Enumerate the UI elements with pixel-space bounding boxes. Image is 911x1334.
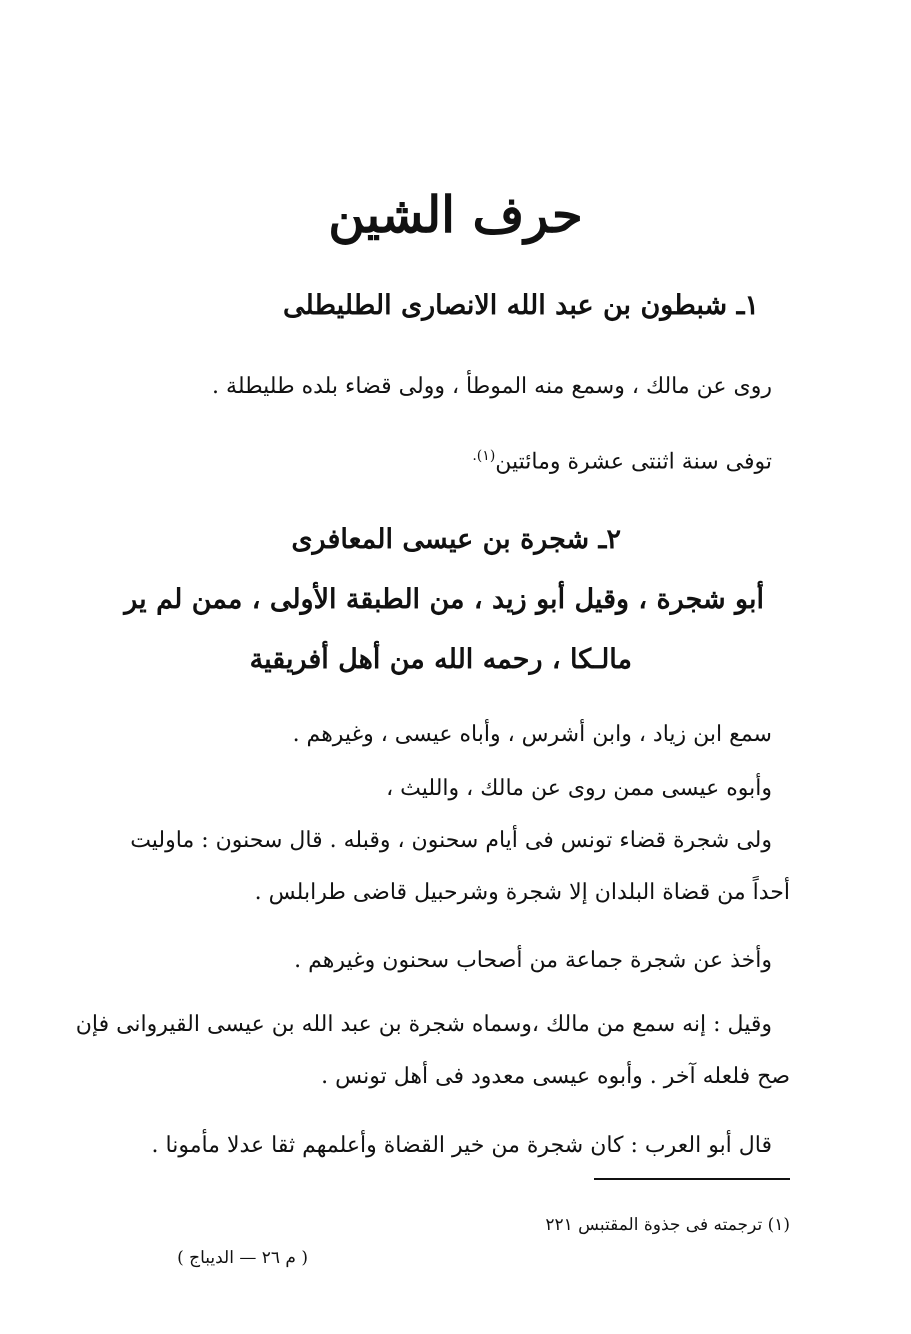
entry-2-line-6: وقيل : إنه سمع من مالك ،وسماه شجرة بن عبد الله بن عيسى القيروانى فإن [75, 1012, 772, 1037]
footnote-divider [594, 1178, 790, 1180]
entry-1-heading: ١ـ شبطون بن عبد الله الانصارى الطليطلى [283, 290, 759, 321]
entry-1-line-1: روى عن مالك ، وسمع منه الموطأ ، وولى قضاء بلده طليطلة . [212, 374, 772, 399]
entry-2-heading: ٢ـ شجرة بن عيسى المعافرى [291, 524, 621, 555]
entry-1-line-2-text: توفى سنة اثنتى عشرة ومائتين [495, 449, 772, 475]
entry-2-line-5: وأخذ عن شجرة جماعة من أصحاب سحنون وغيرهم . [294, 948, 772, 973]
page-footer: ( م ٢٦ — الديباج ) [177, 1248, 308, 1268]
entry-1-line-2 [472, 448, 772, 474]
entry-2-line-8: قال أبو العرب : كان شجرة من خير القضاة وأعلمهم ثقا عدلا مأمونا . [151, 1133, 772, 1158]
entry-2-line-7: صح فلعله آخر . وأبوه عيسى معدود فى أهل تونس . [321, 1064, 790, 1089]
entry-2-line-3: ولى شجرة قضاء تونس فى أيام سحنون ، وقبله . قال سحنون : ماوليت [130, 828, 772, 853]
entry-2-line-2: وأبوه عيسى ممن روى عن مالك ، والليث ، [386, 776, 772, 801]
chapter-title: حرف الشين [328, 185, 583, 244]
footnote-marker: (١). [472, 448, 496, 464]
footnote: (١) ترجمته فى جذوة المقتبس ٢٢١ [545, 1215, 790, 1235]
entry-2-line-4: أحداً من قضاة البلدان إلا شجرة وشرحبيل قاضى طرابلس . [254, 880, 790, 905]
entry-2-heading-line-1: أبو شجرة ، وقيل أبو زيد ، من الطبقة الأولى ، ممن لم ير [124, 584, 764, 615]
entry-2-line-1: سمع ابن زياد ، وابن أشرس ، وأباه عيسى ، وغيرهم . [292, 722, 772, 747]
entry-2-heading-line-2: مالـكا ، رحمه الله من أهل أفريقية [249, 644, 632, 675]
